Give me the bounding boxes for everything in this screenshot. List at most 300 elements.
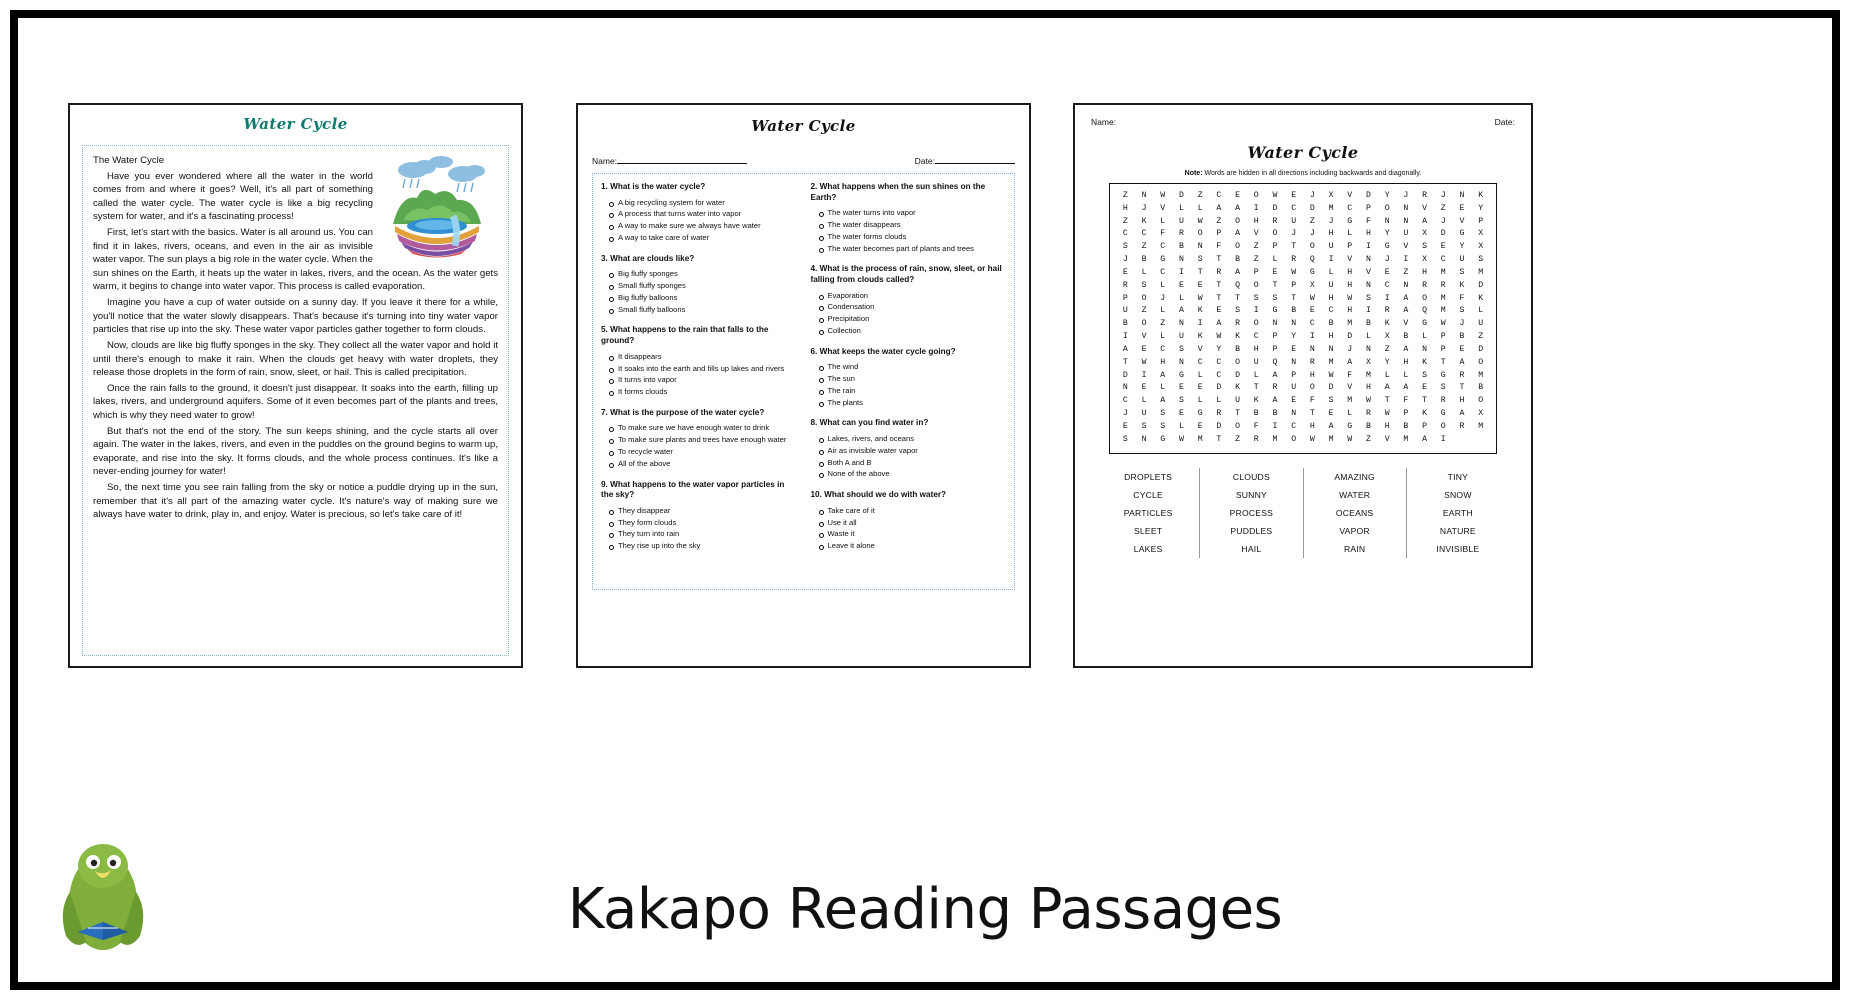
wordsearch-letter[interactable]: A — [1216, 203, 1222, 213]
option-item[interactable]: To recycle water — [609, 446, 797, 458]
wordsearch-letter[interactable]: E — [1459, 344, 1465, 354]
wordsearch-letter[interactable]: Y — [1478, 203, 1484, 213]
wordsearch-letter[interactable]: D — [1365, 191, 1371, 200]
wordsearch-letter[interactable]: X — [1478, 229, 1484, 239]
wordsearch-letter[interactable]: R — [1291, 255, 1297, 265]
option-item[interactable]: It disappears — [609, 351, 797, 363]
wordsearch-letter[interactable]: D — [1478, 280, 1484, 290]
option-item[interactable]: They rise up into the sky — [609, 540, 797, 552]
wordsearch-letter[interactable]: V — [1141, 332, 1147, 342]
wordsearch-letter[interactable]: N — [1141, 434, 1147, 444]
option-item[interactable]: The sun — [819, 373, 1007, 385]
wordsearch-letter[interactable]: O — [1235, 216, 1240, 226]
wordsearch-letter[interactable]: A — [1235, 229, 1240, 239]
wordsearch-letter[interactable]: P — [1216, 229, 1222, 239]
wordsearch-letter[interactable]: H — [1403, 357, 1409, 367]
wordsearch-letter[interactable]: R — [1459, 421, 1465, 431]
wordsearch-letter[interactable]: R — [1253, 434, 1259, 444]
wordsearch-letter[interactable]: G — [1384, 242, 1390, 252]
wordsearch-letter[interactable]: A — [1403, 344, 1409, 354]
wordsearch-letter[interactable]: K — [1459, 280, 1465, 290]
wordsearch-letter[interactable]: K — [1197, 306, 1203, 316]
wordsearch-letter[interactable]: Y — [1384, 229, 1390, 239]
wordsearch-letter[interactable]: K — [1235, 332, 1240, 342]
wordsearch-letter[interactable]: H — [1328, 332, 1334, 342]
wordsearch-letter[interactable]: D — [1272, 203, 1278, 213]
wordsearch-letter[interactable]: U — [1328, 280, 1334, 290]
wordsearch-letter[interactable]: J — [1440, 191, 1446, 200]
option-item[interactable]: Leave it alone — [819, 540, 1007, 552]
wordsearch-letter[interactable]: O — [1384, 203, 1390, 213]
wordsearch-letter[interactable]: L — [1384, 370, 1390, 380]
wordsearch-letter[interactable]: Z — [1160, 319, 1166, 329]
wordsearch-letter[interactable]: N — [1365, 255, 1371, 265]
wordsearch-letter[interactable]: A — [1160, 396, 1166, 406]
wordsearch-letter[interactable]: C — [1216, 370, 1222, 380]
wordsearch-letter[interactable]: X — [1328, 191, 1334, 200]
wordsearch-letter[interactable]: E — [1141, 344, 1147, 354]
wordsearch-letter[interactable]: T — [1235, 409, 1240, 419]
wordsearch-letter[interactable]: U — [1178, 216, 1184, 226]
wordsearch-letter[interactable]: E — [1291, 344, 1297, 354]
wordsearch-letter[interactable]: M — [1440, 293, 1446, 303]
wordsearch-letter[interactable]: J — [1403, 191, 1409, 200]
wordsearch-letter[interactable]: N — [1403, 216, 1409, 226]
wordsearch-letter[interactable]: K — [1422, 409, 1427, 419]
wordsearch-letter[interactable]: A — [1384, 383, 1390, 393]
wordsearch-letter[interactable]: G — [1459, 229, 1465, 239]
wordsearch-letter[interactable]: N — [1178, 319, 1184, 329]
wordsearch-letter[interactable]: T — [1440, 357, 1446, 367]
wordsearch-letter[interactable]: D — [1216, 383, 1222, 393]
wordsearch-letter[interactable]: P — [1440, 344, 1446, 354]
option-item[interactable]: The wind — [819, 361, 1007, 373]
wordsearch-letter[interactable]: L — [1197, 396, 1203, 406]
option-item[interactable]: Take care of it — [819, 505, 1007, 517]
wordsearch-letter[interactable]: T — [1122, 357, 1128, 367]
wordsearch-letter[interactable]: D — [1440, 229, 1446, 239]
option-item[interactable]: Evaporation — [819, 290, 1007, 302]
wordsearch-letter[interactable]: A — [1328, 421, 1334, 431]
wordsearch-letter[interactable]: I — [1178, 267, 1184, 277]
wordsearch-letter[interactable]: L — [1478, 306, 1484, 316]
wordsearch-letter[interactable]: W — [1347, 293, 1353, 303]
option-item[interactable]: Use it all — [819, 517, 1007, 529]
wordsearch-letter[interactable]: L — [1160, 332, 1166, 342]
wordsearch-letter[interactable]: L — [1160, 306, 1166, 316]
wordsearch-letter[interactable]: N — [1291, 357, 1297, 367]
wordsearch-letter[interactable]: G — [1272, 306, 1278, 316]
wordsearch-letter[interactable]: P — [1347, 242, 1353, 252]
wordsearch-letter[interactable]: G — [1178, 370, 1184, 380]
wordsearch-letter[interactable]: N — [1272, 319, 1278, 329]
option-item[interactable]: Both A and B — [819, 457, 1007, 469]
wordsearch-letter[interactable]: T — [1309, 409, 1315, 419]
wordsearch-letter[interactable]: A — [1347, 357, 1353, 367]
wordsearch-letter[interactable]: I — [1328, 255, 1334, 265]
wordsearch-letter[interactable]: U — [1253, 357, 1259, 367]
wordsearch-letter[interactable]: H — [1422, 267, 1427, 277]
wordsearch-letter[interactable]: V — [1422, 203, 1427, 213]
wordsearch-letter[interactable]: H — [1253, 344, 1259, 354]
wordsearch-letter[interactable]: Z — [1122, 216, 1128, 226]
wordsearch-letter[interactable]: H — [1122, 203, 1128, 213]
wordsearch-letter[interactable]: G — [1160, 434, 1166, 444]
wordsearch-letter[interactable]: O — [1272, 229, 1278, 239]
wordsearch-letter[interactable]: O — [1253, 191, 1259, 200]
wordsearch-letter[interactable]: E — [1235, 191, 1240, 200]
option-item[interactable]: The water disappears — [819, 219, 1007, 231]
option-item[interactable]: They disappear — [609, 505, 797, 517]
wordsearch-letter[interactable]: C — [1216, 191, 1222, 200]
wordsearch-letter[interactable]: O — [1235, 357, 1240, 367]
wordsearch-letter[interactable]: V — [1347, 191, 1353, 200]
wordsearch-letter[interactable]: L — [1422, 332, 1427, 342]
wordsearch-letter[interactable]: E — [1197, 280, 1203, 290]
wordsearch-letter[interactable]: V — [1197, 344, 1203, 354]
wordsearch-letter[interactable]: X — [1309, 280, 1315, 290]
wordsearch-letter[interactable]: B — [1291, 306, 1297, 316]
wordsearch-letter[interactable]: S — [1122, 434, 1128, 444]
wordsearch-grid-box[interactable] — [1109, 183, 1497, 454]
wordsearch-letter[interactable]: R — [1365, 409, 1371, 419]
wordsearch-letter[interactable]: K — [1478, 191, 1484, 200]
wordsearch-letter[interactable]: I — [1384, 293, 1390, 303]
option-item[interactable]: The rain — [819, 385, 1007, 397]
wordsearch-letter[interactable]: O — [1235, 242, 1240, 252]
wordsearch-letter[interactable]: T — [1291, 242, 1297, 252]
wordsearch-letter[interactable]: E — [1422, 383, 1427, 393]
wordsearch-letter[interactable]: E — [1178, 280, 1184, 290]
wordsearch-letter[interactable]: M — [1365, 370, 1371, 380]
wordsearch-letter[interactable]: V — [1347, 383, 1353, 393]
wordsearch-letter[interactable]: A — [1216, 319, 1222, 329]
wordsearch-letter[interactable]: Q — [1422, 306, 1427, 316]
wordsearch-letter[interactable]: A — [1235, 203, 1240, 213]
wordsearch-letter[interactable]: J — [1309, 191, 1315, 200]
wordsearch-letter[interactable]: B — [1365, 421, 1371, 431]
wordsearch-letter[interactable]: P — [1422, 421, 1427, 431]
wordsearch-letter[interactable]: W — [1141, 357, 1147, 367]
wordsearch-letter[interactable]: R — [1235, 319, 1240, 329]
wordsearch-letter[interactable]: L — [1160, 216, 1166, 226]
wordsearch-letter[interactable]: W — [1347, 434, 1353, 444]
wordsearch-letter[interactable]: T — [1272, 280, 1278, 290]
wordsearch-letter[interactable]: E — [1197, 383, 1203, 393]
wordsearch-letter[interactable]: Z — [1197, 191, 1203, 200]
wordsearch-letter[interactable]: B — [1178, 242, 1184, 252]
quiz-date-field[interactable] — [915, 155, 1015, 166]
wordsearch-letter[interactable]: A — [1403, 306, 1409, 316]
wordsearch-letter[interactable]: L — [1272, 255, 1278, 265]
wordsearch-letter[interactable]: L — [1365, 332, 1371, 342]
option-item[interactable]: It turns into vapor — [609, 374, 797, 386]
wordsearch-letter[interactable]: Z — [1365, 434, 1371, 444]
wordsearch-letter[interactable]: Z — [1235, 434, 1240, 444]
wordsearch-letter[interactable]: R — [1384, 306, 1390, 316]
wordsearch-letter[interactable]: W — [1440, 319, 1446, 329]
wordsearch-letter[interactable]: P — [1272, 332, 1278, 342]
wordsearch-letter[interactable]: X — [1384, 332, 1390, 342]
wordsearch-letter[interactable]: L — [1253, 370, 1259, 380]
wordsearch-letter[interactable]: M — [1197, 434, 1203, 444]
wordsearch-letter[interactable]: C — [1197, 357, 1203, 367]
wordsearch-letter[interactable]: U — [1122, 306, 1128, 316]
option-item[interactable]: To make sure we have enough water to drink — [609, 422, 797, 434]
wordsearch-letter[interactable]: O — [1309, 383, 1315, 393]
wordsearch-letter[interactable]: L — [1178, 203, 1184, 213]
wordsearch-letter[interactable]: Y — [1291, 332, 1297, 342]
wordsearch-letter[interactable]: P — [1122, 293, 1128, 303]
wordsearch-letter[interactable]: A — [1178, 306, 1184, 316]
wordsearch-letter[interactable]: I — [1403, 255, 1409, 265]
wordsearch-letter[interactable]: Z — [1440, 203, 1446, 213]
wordsearch-letter[interactable]: N — [1328, 344, 1334, 354]
wordsearch-letter[interactable]: P — [1272, 344, 1278, 354]
wordsearch-letter[interactable]: S — [1272, 293, 1278, 303]
wordsearch-letter[interactable]: N — [1403, 280, 1409, 290]
wordsearch-letter[interactable]: O — [1478, 396, 1484, 406]
wordsearch-letter[interactable]: K — [1384, 319, 1390, 329]
wordsearch-letter[interactable]: D — [1347, 332, 1353, 342]
wordsearch-letter[interactable]: F — [1309, 396, 1315, 406]
wordsearch-letter[interactable]: K — [1235, 383, 1240, 393]
wordsearch-letter[interactable]: N — [1197, 242, 1203, 252]
wordsearch-letter[interactable]: E — [1122, 267, 1128, 277]
wordsearch-letter[interactable]: U — [1235, 396, 1240, 406]
wordsearch-letter[interactable]: J — [1309, 229, 1315, 239]
wordsearch-letter[interactable]: T — [1216, 434, 1222, 444]
wordsearch-letter[interactable]: M — [1328, 357, 1334, 367]
wordsearch-letter[interactable]: M — [1403, 434, 1409, 444]
option-item[interactable]: The plants — [819, 397, 1007, 409]
wordsearch-letter[interactable]: V — [1365, 267, 1371, 277]
wordsearch-letter[interactable]: W — [1197, 216, 1203, 226]
wordsearch-letter[interactable]: B — [1122, 319, 1128, 329]
wordsearch-letter[interactable]: K — [1253, 396, 1259, 406]
wordsearch-letter[interactable]: A — [1459, 357, 1465, 367]
wordsearch-date-field[interactable] — [1495, 117, 1515, 127]
wordsearch-letter[interactable]: Y — [1384, 191, 1390, 200]
wordsearch-letter[interactable]: L — [1328, 267, 1334, 277]
wordsearch-letter[interactable]: P — [1403, 409, 1409, 419]
wordsearch-letter[interactable]: R — [1216, 409, 1222, 419]
wordsearch-letter[interactable]: G — [1160, 255, 1166, 265]
wordsearch-letter[interactable]: W — [1160, 191, 1166, 200]
wordsearch-letter[interactable]: R — [1178, 229, 1184, 239]
wordsearch-letter[interactable]: G — [1347, 421, 1353, 431]
wordsearch-letter[interactable]: C — [1122, 396, 1128, 406]
wordsearch-letter[interactable]: S — [1160, 421, 1166, 431]
wordsearch-letter[interactable]: V — [1459, 216, 1465, 226]
wordsearch-letter[interactable]: V — [1160, 203, 1166, 213]
wordsearch-letter[interactable]: G — [1440, 370, 1446, 380]
option-item[interactable]: Big fluffy balloons — [609, 292, 797, 304]
wordsearch-letter[interactable]: G — [1347, 216, 1353, 226]
wordsearch-letter[interactable]: C — [1216, 357, 1222, 367]
wordsearch-letter[interactable]: R — [1216, 267, 1222, 277]
wordsearch-letter[interactable]: C — [1328, 306, 1334, 316]
wordsearch-letter[interactable]: M — [1478, 267, 1484, 277]
wordsearch-letter[interactable]: L — [1216, 396, 1222, 406]
wordsearch-letter[interactable]: W — [1178, 434, 1184, 444]
wordsearch-letter[interactable]: C — [1384, 280, 1390, 290]
wordsearch-letter[interactable]: S — [1422, 242, 1427, 252]
wordsearch-letter[interactable]: T — [1197, 267, 1203, 277]
wordsearch-letter[interactable]: I — [1440, 434, 1446, 444]
wordsearch-letter[interactable]: E — [1178, 409, 1184, 419]
wordsearch-letter[interactable]: F — [1253, 421, 1259, 431]
wordsearch-letter[interactable]: U — [1459, 255, 1465, 265]
wordsearch-letter[interactable]: C — [1160, 344, 1166, 354]
wordsearch-letter[interactable]: Z — [1122, 191, 1128, 200]
wordsearch-letter[interactable]: W — [1365, 396, 1371, 406]
wordsearch-letter[interactable]: B — [1459, 332, 1465, 342]
wordsearch-letter[interactable]: S — [1122, 242, 1128, 252]
wordsearch-letter[interactable]: M — [1440, 267, 1446, 277]
wordsearch-letter[interactable]: I — [1141, 370, 1147, 380]
wordsearch-letter[interactable]: N — [1384, 216, 1390, 226]
wordsearch-letter[interactable]: M — [1347, 396, 1353, 406]
wordsearch-letter[interactable]: L — [1197, 203, 1203, 213]
option-item[interactable]: It forms clouds — [609, 386, 797, 398]
wordsearch-letter[interactable]: A — [1459, 409, 1465, 419]
wordsearch-letter[interactable]: W — [1272, 191, 1278, 200]
option-item[interactable]: Collection — [819, 325, 1007, 337]
wordsearch-letter[interactable]: J — [1459, 319, 1465, 329]
wordsearch-letter[interactable]: I — [1122, 332, 1128, 342]
wordsearch-letter[interactable]: Z — [1141, 242, 1147, 252]
wordsearch-grid[interactable] — [1116, 191, 1490, 446]
wordsearch-letter[interactable]: S — [1459, 267, 1465, 277]
wordsearch-letter[interactable]: E — [1141, 383, 1147, 393]
wordsearch-letter[interactable]: N — [1178, 255, 1184, 265]
option-item[interactable]: A big recycling system for water — [609, 197, 797, 209]
wordsearch-letter[interactable]: N — [1309, 344, 1315, 354]
wordsearch-letter[interactable]: Z — [1309, 216, 1315, 226]
wordsearch-letter[interactable]: M — [1328, 434, 1334, 444]
wordsearch-letter[interactable]: I — [1253, 306, 1259, 316]
wordsearch-letter[interactable]: E — [1309, 306, 1315, 316]
wordsearch-letter[interactable]: A — [1272, 396, 1278, 406]
option-item[interactable]: To make sure plants and trees have enough water — [609, 434, 797, 446]
wordsearch-letter[interactable]: S — [1422, 370, 1427, 380]
wordsearch-letter[interactable]: O — [1235, 421, 1240, 431]
option-item[interactable]: The water becomes part of plants and trees — [819, 243, 1007, 255]
wordsearch-letter[interactable]: O — [1291, 434, 1297, 444]
wordsearch-letter[interactable]: U — [1328, 242, 1334, 252]
wordsearch-letter[interactable]: A — [1422, 216, 1427, 226]
wordsearch-letter[interactable]: D — [1178, 191, 1184, 200]
wordsearch-letter[interactable]: L — [1141, 267, 1147, 277]
option-item[interactable]: A way to take care of water — [609, 232, 797, 244]
wordsearch-letter[interactable]: R — [1272, 216, 1278, 226]
wordsearch-letter[interactable]: U — [1141, 409, 1147, 419]
wordsearch-letter[interactable]: Z — [1253, 242, 1259, 252]
wordsearch-letter[interactable]: S — [1440, 383, 1446, 393]
wordsearch-letter[interactable]: S — [1160, 409, 1166, 419]
wordsearch-letter[interactable]: X — [1422, 255, 1427, 265]
wordsearch-letter[interactable]: P — [1440, 332, 1446, 342]
wordsearch-letter[interactable]: L — [1347, 229, 1353, 239]
wordsearch-letter[interactable]: K — [1422, 357, 1427, 367]
wordsearch-letter[interactable]: W — [1309, 434, 1315, 444]
wordsearch-letter[interactable]: J — [1291, 229, 1297, 239]
wordsearch-letter[interactable]: K — [1197, 332, 1203, 342]
option-item[interactable]: Condensation — [819, 301, 1007, 313]
wordsearch-letter[interactable]: A — [1422, 434, 1427, 444]
wordsearch-letter[interactable]: S — [1178, 344, 1184, 354]
option-item[interactable]: Air as invisible water vapor — [819, 445, 1007, 457]
wordsearch-letter[interactable]: D — [1478, 344, 1484, 354]
wordsearch-letter[interactable]: W — [1197, 293, 1203, 303]
wordsearch-letter[interactable]: D — [1309, 203, 1315, 213]
wordsearch-letter[interactable]: W — [1291, 267, 1297, 277]
option-item[interactable]: Waste it — [819, 528, 1007, 540]
wordsearch-letter[interactable]: B — [1272, 409, 1278, 419]
wordsearch-letter[interactable]: R — [1440, 396, 1446, 406]
wordsearch-letter[interactable]: T — [1422, 396, 1427, 406]
wordsearch-letter[interactable]: O — [1309, 242, 1315, 252]
wordsearch-letter[interactable]: N — [1141, 191, 1147, 200]
option-item[interactable]: They turn into rain — [609, 528, 797, 540]
wordsearch-letter[interactable]: W — [1309, 293, 1315, 303]
wordsearch-letter[interactable]: Q — [1309, 255, 1315, 265]
wordsearch-letter[interactable]: O — [1197, 229, 1203, 239]
option-item[interactable]: Big fluffy sponges — [609, 268, 797, 280]
wordsearch-letter[interactable]: M — [1272, 434, 1278, 444]
wordsearch-letter[interactable]: A — [1272, 370, 1278, 380]
wordsearch-letter[interactable]: Z — [1141, 306, 1147, 316]
wordsearch-letter[interactable]: N — [1291, 319, 1297, 329]
wordsearch-name-field[interactable] — [1091, 117, 1116, 127]
wordsearch-letter[interactable]: N — [1403, 203, 1409, 213]
wordsearch-letter[interactable]: L — [1160, 280, 1166, 290]
wordsearch-letter[interactable]: S — [1178, 396, 1184, 406]
wordsearch-letter[interactable]: U — [1291, 383, 1297, 393]
wordsearch-letter[interactable]: G — [1197, 409, 1203, 419]
wordsearch-letter[interactable]: H — [1347, 267, 1353, 277]
wordsearch-letter[interactable]: X — [1478, 409, 1484, 419]
wordsearch-letter[interactable]: B — [1328, 319, 1334, 329]
wordsearch-letter[interactable]: W — [1328, 370, 1334, 380]
wordsearch-letter[interactable]: Y — [1216, 344, 1222, 354]
wordsearch-letter[interactable]: E — [1291, 191, 1297, 200]
wordsearch-letter[interactable]: F — [1216, 242, 1222, 252]
wordsearch-letter[interactable]: F — [1365, 216, 1371, 226]
wordsearch-letter[interactable]: V — [1253, 229, 1259, 239]
wordsearch-letter[interactable]: I — [1272, 421, 1278, 431]
wordsearch-letter[interactable]: E — [1459, 203, 1465, 213]
wordsearch-letter[interactable]: U — [1403, 229, 1409, 239]
option-item[interactable]: None of the above — [819, 468, 1007, 480]
quiz-name-field[interactable] — [592, 155, 747, 166]
wordsearch-letter[interactable]: U — [1478, 319, 1484, 329]
wordsearch-letter[interactable]: C — [1291, 421, 1297, 431]
wordsearch-letter[interactable]: S — [1478, 255, 1484, 265]
wordsearch-letter[interactable]: G — [1440, 409, 1446, 419]
wordsearch-letter[interactable]: F — [1160, 229, 1166, 239]
wordsearch-letter[interactable]: E — [1291, 396, 1297, 406]
option-item[interactable]: A process that turns water into vapor — [609, 208, 797, 220]
wordsearch-letter[interactable]: R — [1422, 191, 1427, 200]
wordsearch-letter[interactable]: S — [1459, 306, 1465, 316]
wordsearch-letter[interactable]: K — [1141, 216, 1147, 226]
wordsearch-letter[interactable]: H — [1347, 280, 1353, 290]
wordsearch-letter[interactable]: T — [1459, 383, 1465, 393]
wordsearch-letter[interactable]: W — [1216, 332, 1222, 342]
wordsearch-letter[interactable]: A — [1122, 344, 1128, 354]
